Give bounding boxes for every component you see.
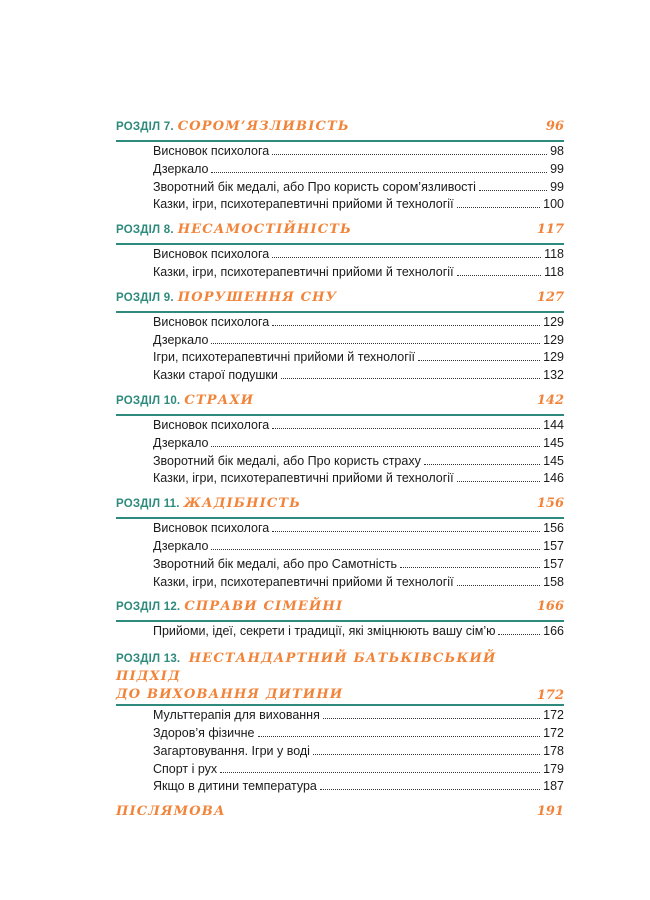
toc-afterword[interactable] bbox=[116, 804, 564, 819]
section-page: 142 bbox=[536, 392, 564, 408]
table-of-contents bbox=[116, 119, 564, 819]
section-title: СПРАВИ СІМЕЙНІ bbox=[184, 599, 344, 615]
entry-page: 157 bbox=[543, 556, 564, 571]
entry-page: 179 bbox=[543, 761, 564, 776]
entry-page: 172 bbox=[543, 708, 564, 723]
section-rule bbox=[116, 243, 564, 245]
toc-section-13 bbox=[116, 649, 564, 796]
entry-title: Казки старої подушки bbox=[153, 368, 278, 383]
entry-page: 157 bbox=[543, 538, 564, 553]
entry-title: Висновок психолога bbox=[153, 247, 270, 262]
entry-page: 172 bbox=[543, 725, 564, 740]
section-rule bbox=[116, 311, 564, 313]
entry-page: 144 bbox=[543, 417, 564, 432]
section-heading[interactable] bbox=[116, 393, 564, 413]
section-label: РОЗДІЛ 8. bbox=[116, 224, 174, 237]
dot-leader bbox=[313, 754, 540, 755]
section-page: 127 bbox=[536, 289, 564, 305]
toc-section-7 bbox=[116, 119, 564, 214]
toc-entry[interactable] bbox=[153, 179, 564, 197]
toc-entry[interactable] bbox=[153, 556, 564, 574]
section-label: РОЗДІЛ 11. bbox=[116, 498, 180, 511]
entry-page: 132 bbox=[543, 368, 564, 383]
section-label: РОЗДІЛ 9. bbox=[116, 291, 174, 304]
entry-page: 129 bbox=[543, 350, 564, 365]
dot-leader bbox=[272, 428, 540, 429]
dot-leader bbox=[272, 531, 540, 532]
toc-section-9 bbox=[116, 290, 564, 385]
dot-leader bbox=[272, 257, 541, 258]
section-heading[interactable] bbox=[116, 222, 564, 242]
section-rule bbox=[116, 414, 564, 416]
toc-entry[interactable] bbox=[153, 778, 564, 796]
dot-leader bbox=[258, 736, 541, 737]
entry-page: 118 bbox=[544, 247, 564, 262]
dot-leader bbox=[320, 789, 540, 790]
dot-leader bbox=[211, 172, 547, 173]
entry-title: Висновок психолога bbox=[153, 417, 270, 432]
entry-title: Казки, ігри, психотерапевтичні прийоми й технології bbox=[153, 264, 454, 279]
toc-entry[interactable] bbox=[153, 574, 564, 592]
section-heading[interactable] bbox=[116, 119, 564, 139]
section-rule bbox=[116, 140, 564, 142]
entry-page: 178 bbox=[543, 743, 564, 758]
toc-section-8 bbox=[116, 222, 564, 282]
section-label: РОЗДІЛ 7. bbox=[116, 121, 174, 133]
toc-entry[interactable] bbox=[153, 367, 564, 385]
dot-leader bbox=[457, 207, 541, 208]
section-rule bbox=[116, 517, 564, 519]
entry-page: 156 bbox=[543, 521, 564, 536]
dot-leader bbox=[281, 378, 540, 379]
section-page: 166 bbox=[536, 599, 564, 615]
section-label: РОЗДІЛ 13. bbox=[116, 653, 181, 666]
entry-title: Мульттерапія для виховання bbox=[153, 708, 320, 723]
toc-entry[interactable] bbox=[153, 520, 564, 538]
toc-section-10 bbox=[116, 393, 564, 488]
afterword-title: ПІСЛЯМОВА bbox=[116, 804, 226, 820]
dot-leader bbox=[220, 772, 540, 773]
entry-title: Казки, ігри, психотерапевтичні прийоми й технології bbox=[153, 471, 454, 486]
dot-leader bbox=[457, 481, 541, 482]
entry-title: Якщо в дитини температура bbox=[153, 779, 317, 794]
section-page: 117 bbox=[536, 222, 564, 238]
toc-entry[interactable] bbox=[153, 246, 564, 264]
entry-title: Зворотний бік медалі, або Про користь страху bbox=[153, 453, 421, 468]
section-title-line2: ДО ВИХОВАННЯ ДИТИНИ bbox=[116, 687, 344, 703]
toc-entry[interactable] bbox=[153, 453, 564, 471]
dot-leader bbox=[498, 634, 540, 635]
entry-page: 99 bbox=[550, 161, 564, 176]
dot-leader bbox=[272, 154, 547, 155]
entry-title: Загартовування. Ігри у воді bbox=[153, 743, 310, 758]
toc-entry[interactable] bbox=[153, 332, 564, 350]
dot-leader bbox=[272, 325, 540, 326]
section-label: РОЗДІЛ 10. bbox=[116, 394, 181, 407]
entry-page: 129 bbox=[543, 332, 564, 347]
section-title: СТРАХИ bbox=[184, 392, 255, 408]
section-heading[interactable] bbox=[116, 496, 564, 516]
toc-entry[interactable] bbox=[153, 349, 564, 367]
toc-section-11 bbox=[116, 496, 564, 591]
entry-title: Казки, ігри, психотерапевтичні прийоми й технології bbox=[153, 197, 454, 212]
toc-entry[interactable] bbox=[153, 707, 564, 725]
section-page: 172 bbox=[536, 688, 564, 704]
dot-leader bbox=[457, 585, 541, 586]
entry-title: Висновок психолога bbox=[153, 144, 270, 158]
section-heading[interactable] bbox=[116, 290, 564, 310]
toc-entry[interactable] bbox=[153, 743, 564, 761]
dot-leader bbox=[418, 360, 540, 361]
section-page: 156 bbox=[536, 496, 564, 512]
entry-title: Здоров’я фізичне bbox=[153, 725, 255, 740]
entry-page: 158 bbox=[543, 574, 564, 589]
entry-page: 118 bbox=[544, 264, 564, 279]
entry-page: 129 bbox=[543, 314, 564, 329]
afterword-page: 191 bbox=[536, 804, 564, 820]
entry-title: Ігри, психотерапевтичні прийоми й технології bbox=[153, 350, 416, 365]
toc-entry[interactable] bbox=[153, 623, 564, 641]
toc-entry[interactable] bbox=[153, 196, 564, 214]
toc-entry[interactable] bbox=[153, 435, 564, 453]
entry-title: Висновок психолога bbox=[153, 521, 270, 536]
dot-leader bbox=[211, 549, 540, 550]
toc-entry[interactable] bbox=[153, 314, 564, 332]
entry-title: Казки, ігри, психотерапевтичні прийоми й технології bbox=[153, 574, 454, 589]
entry-page: 146 bbox=[543, 471, 564, 486]
entry-page: 145 bbox=[543, 453, 564, 468]
entry-title: Прийоми, ідеї, секрети і традиції, які зміцнюють вашу сім’ю bbox=[153, 624, 496, 639]
entry-title: Зворотний бік медалі, або Про користь сором’язливості bbox=[153, 179, 476, 194]
toc-section-12 bbox=[116, 599, 564, 641]
entry-title: Дзеркало bbox=[153, 538, 209, 553]
section-title: ЖАДІБНІСТЬ bbox=[183, 496, 302, 512]
entry-title: Дзеркало bbox=[153, 435, 209, 450]
entry-page: 187 bbox=[543, 779, 564, 794]
toc-entry[interactable] bbox=[153, 761, 564, 779]
dot-leader bbox=[479, 190, 547, 191]
section-title: НЕСАМОСТІЙНІСТЬ bbox=[177, 222, 353, 238]
entry-title: Спорт і рух bbox=[153, 761, 218, 776]
toc-entry[interactable] bbox=[153, 264, 564, 282]
entry-title: Зворотний бік медалі, або про Самотність bbox=[153, 556, 398, 571]
dot-leader bbox=[424, 464, 540, 465]
entry-page: 99 bbox=[550, 179, 564, 194]
toc-entry[interactable] bbox=[153, 143, 564, 161]
dot-leader bbox=[323, 718, 540, 719]
section-rule bbox=[116, 620, 564, 622]
entry-title: Дзеркало bbox=[153, 161, 209, 176]
toc-entry[interactable] bbox=[153, 417, 564, 435]
entry-page: 145 bbox=[543, 435, 564, 450]
dot-leader bbox=[400, 567, 540, 568]
section-title: НЕСТАНДАРТНИЙ БАТЬКІВСЬКИЙ ПІДХІД bbox=[116, 651, 497, 685]
dot-leader bbox=[211, 446, 540, 447]
toc-entry[interactable] bbox=[153, 161, 564, 179]
entry-page: 166 bbox=[543, 624, 564, 639]
section-label: РОЗДІЛ 12. bbox=[116, 601, 181, 614]
section-page: 96 bbox=[545, 119, 564, 134]
toc-entry[interactable] bbox=[153, 538, 564, 556]
section-heading[interactable] bbox=[116, 599, 564, 619]
toc-entry[interactable] bbox=[153, 725, 564, 743]
section-heading[interactable] bbox=[116, 649, 564, 703]
toc-entry[interactable] bbox=[153, 470, 564, 488]
entry-page: 98 bbox=[550, 144, 564, 158]
dot-leader bbox=[211, 343, 540, 344]
entry-title: Висновок психолога bbox=[153, 314, 270, 329]
dot-leader bbox=[457, 275, 542, 276]
entry-page: 100 bbox=[543, 197, 564, 212]
section-title: СОРОМ’ЯЗЛИВІСТЬ bbox=[177, 119, 350, 134]
entry-title: Дзеркало bbox=[153, 332, 209, 347]
section-title: ПОРУШЕННЯ СНУ bbox=[177, 289, 338, 305]
section-rule bbox=[116, 704, 564, 706]
